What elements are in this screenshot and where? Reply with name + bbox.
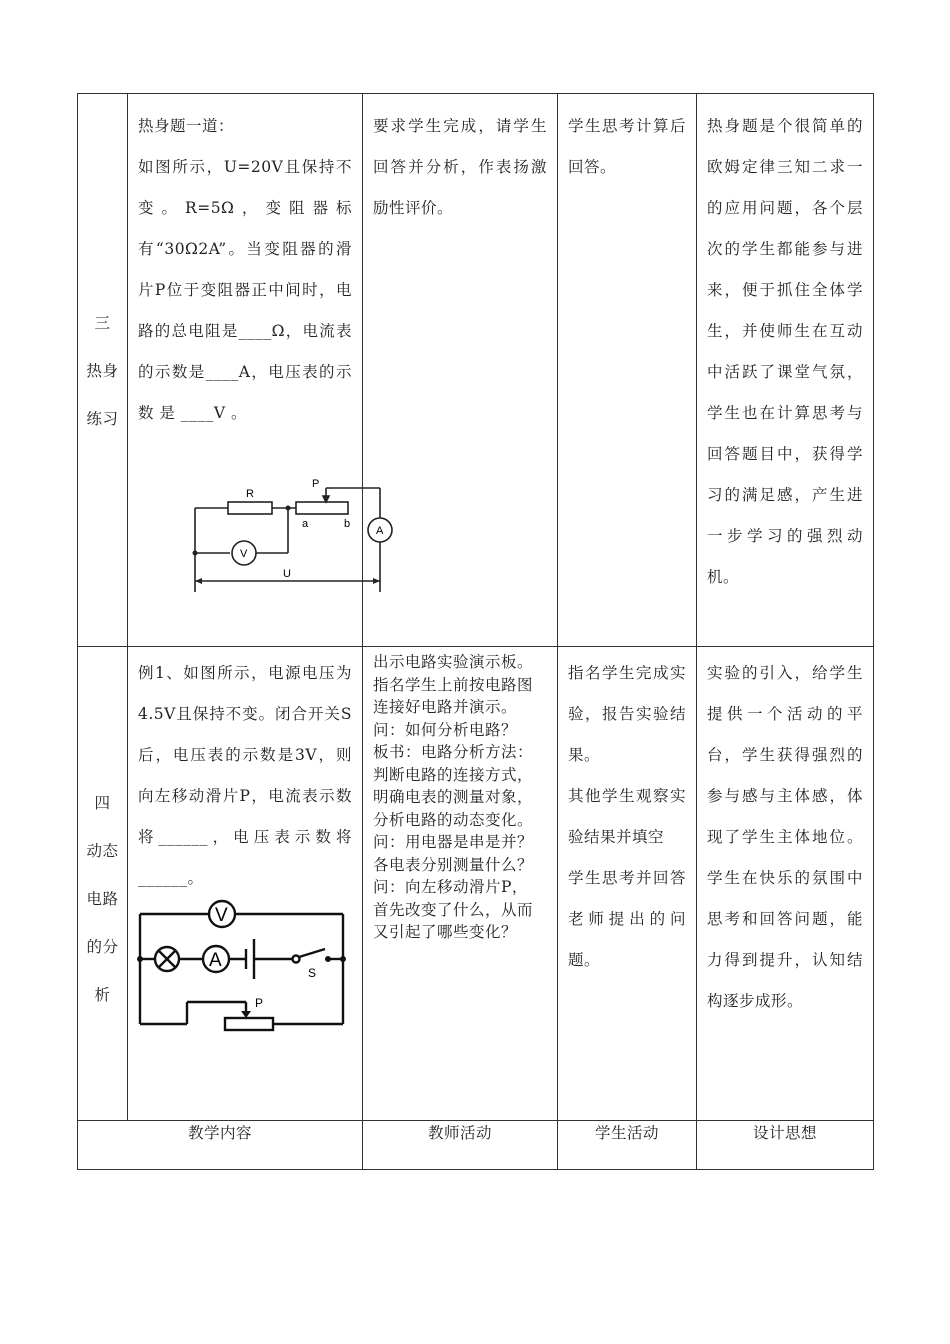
- teacher-line: 各电表分别测量什么？: [373, 855, 534, 874]
- teacher-line: 判断电路的连接方式，: [373, 765, 534, 784]
- stage-cell: [78, 647, 128, 1121]
- teacher-line: 指名学生上前按电路图: [373, 675, 534, 694]
- label-v: V: [240, 548, 248, 560]
- teacher-line: 问：用电器是串是并？: [373, 833, 534, 851]
- content-cell: [128, 647, 363, 1121]
- column-header-design: 设计思想: [697, 1121, 874, 1170]
- label-b: b: [344, 518, 351, 530]
- label-a: a: [302, 518, 309, 530]
- circuit-diagram: [128, 472, 384, 602]
- stage-line: 四: [94, 794, 111, 812]
- stage-line: 动态: [86, 842, 119, 860]
- stage-line: 三: [94, 314, 111, 332]
- teacher-cell: [363, 647, 558, 1121]
- stage-line: 热身: [86, 362, 119, 380]
- label-v: V: [215, 905, 228, 926]
- label-u: U: [283, 568, 291, 580]
- design-cell: [697, 647, 874, 1121]
- student-cell: [558, 647, 697, 1121]
- design-idea: 实验的引入，给学生提供一个活动的平台，学生获得强烈的参与感与主体感，体现了学生主体地位。学生在快乐的氛围中思考和回答问题，能力得到提升，认知结构逐步成形。: [707, 664, 863, 1010]
- teacher-line: 板书：电路分析方法：: [373, 743, 534, 761]
- label-s: S: [308, 966, 317, 980]
- teacher-line: 问：向左移动滑片P，: [373, 878, 528, 896]
- design-cell: [697, 94, 874, 647]
- circuit-diagram: [128, 905, 363, 1030]
- label-p: P: [255, 996, 264, 1010]
- student-cell: [558, 94, 697, 647]
- teacher-line: 出示电路实验演示板。: [373, 653, 534, 671]
- teacher-line: 又引起了哪些变化？: [373, 923, 518, 941]
- column-header-teacher: 教师活动: [363, 1121, 558, 1170]
- label-ammeter: A: [376, 525, 384, 537]
- stage-line: 练习: [86, 410, 119, 428]
- table-row: [78, 1121, 874, 1170]
- rheostat: [296, 502, 348, 514]
- teacher-cell: [363, 94, 558, 647]
- example-question: 例1、如图所示，电源电压为4.5V且保持不变。闭合开关S后，电压表的示数是3V，则向左移动滑片P，电流表示数将______，电压表示数将______。: [138, 664, 352, 887]
- stage-line: 析: [94, 986, 111, 1004]
- exercise-title: 热身题一道：: [138, 117, 235, 135]
- resistor-r: [228, 502, 272, 514]
- stage-line: 电路: [86, 890, 119, 908]
- table-row: [78, 647, 874, 1121]
- teacher-activity: [363, 647, 557, 944]
- student-activity: 指名学生完成实验，报告实验结果。: [568, 664, 686, 764]
- teacher-line: 连接好电路并演示。: [373, 698, 518, 716]
- student-activity: 学生思考计算后回答。: [568, 117, 686, 176]
- teacher-activity: 要求学生完成，请学生回答并分析，作表扬激励性评价。: [373, 117, 547, 217]
- table-row: [78, 94, 874, 647]
- stage-line: 的分: [86, 938, 119, 956]
- lesson-plan-table: [77, 93, 874, 1170]
- stage-cell: [78, 94, 128, 647]
- rheostat: [225, 1018, 273, 1030]
- teacher-line: 明确电表的测量对象，: [373, 788, 534, 806]
- content-cell: [128, 94, 384, 647]
- label-p: P: [312, 478, 320, 490]
- student-activity: 其他学生观察实验结果并填空: [568, 787, 686, 846]
- design-idea: 热身题是个很简单的欧姆定律三知二求一的应用问题，各个层次的学生都能参与进来，便于抓住全体学生，并使师生在互动中活跃了课堂气氛，学生也在计算思考与回答题目中，获得学习的满足感，产生进一步学习的强烈动机。: [707, 117, 863, 586]
- teacher-line: 分析电路的动态变化。: [373, 810, 534, 829]
- column-header-student: 学生活动: [558, 1121, 697, 1170]
- label-ammeter: A: [209, 950, 222, 971]
- column-header-content: 教学内容: [78, 1121, 363, 1170]
- teacher-line: 问：如何分析电路？: [373, 720, 518, 739]
- teacher-line: 首先改变了什么，从而: [373, 900, 534, 919]
- student-activity: 学生思考并回答老师提出的问题。: [568, 869, 686, 969]
- label-r: R: [246, 488, 254, 500]
- exercise-question: 如图所示，U=20V且保持不变。R=5Ω，变阻器标有“30Ω2A”。当变阻器的滑片P位于变阻器正中间时，电路的总电阻是____Ω，电流表的示数是____A，电压表的示 数 是 ____V 。: [138, 158, 352, 422]
